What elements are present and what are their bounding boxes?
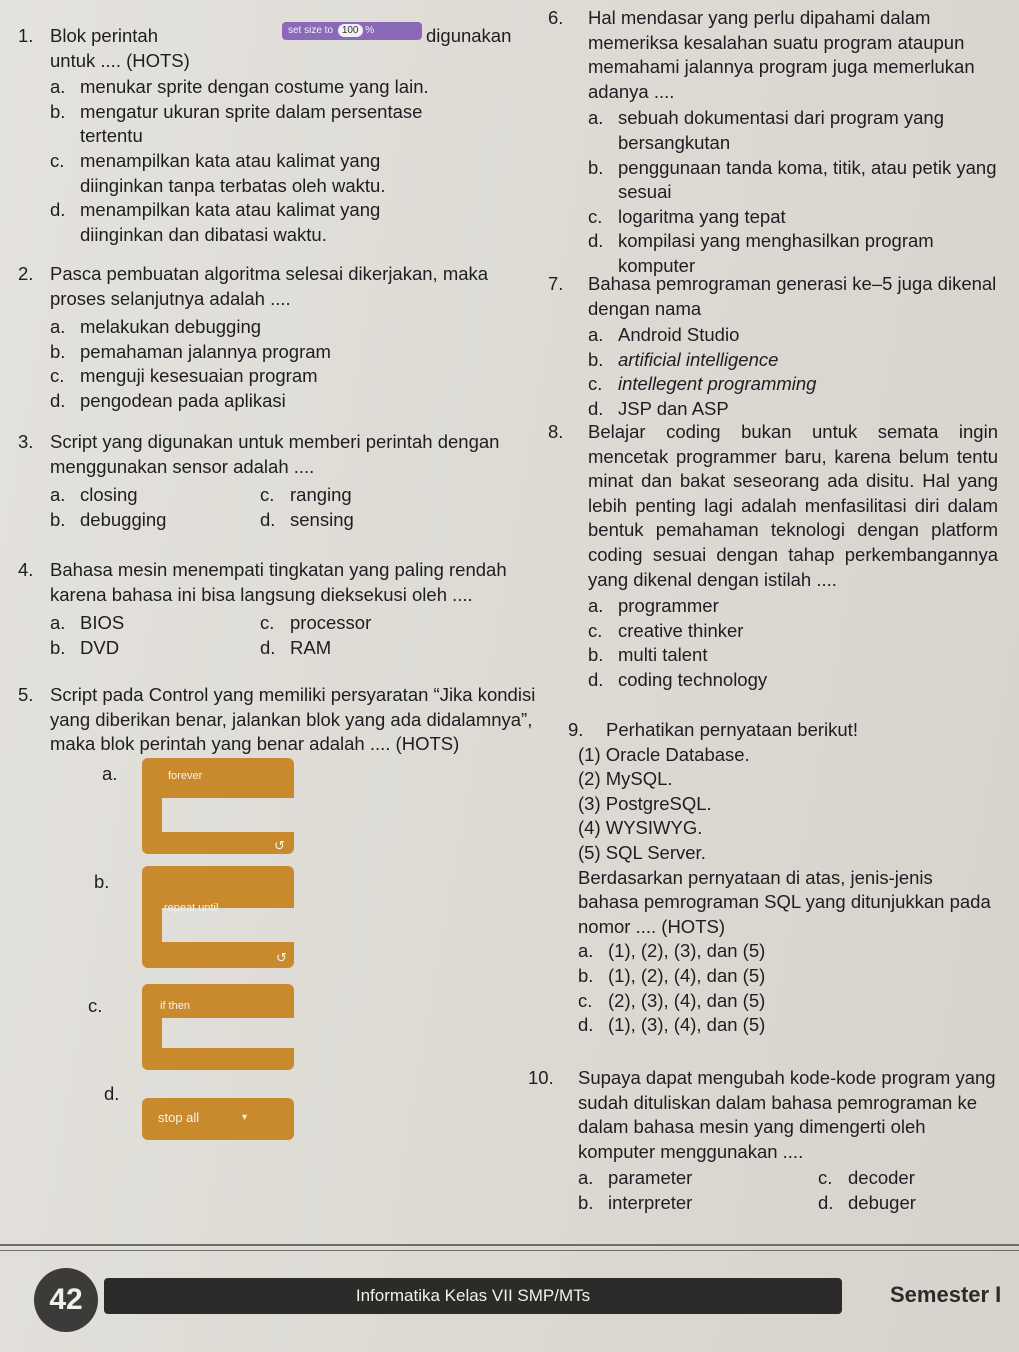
option-1c: c. menampilkan kata atau kalimat yang diinginkan tanpa terbatas oleh waktu. (50, 149, 386, 196)
option-5d-key: d. (104, 1083, 120, 1104)
page-number: 42 (34, 1268, 98, 1332)
if-then-block: if then (142, 984, 294, 1070)
repeat-until-block: repeat until ↺ (142, 866, 294, 968)
loop-arrow-icon: ↺ (274, 838, 285, 853)
option-2d: d. pengodean pada aplikasi (50, 389, 286, 411)
option-2c: c. menguji kesesuaian program (50, 365, 318, 387)
option-10d: d. debuger (818, 1191, 916, 1213)
size-value-field: 100 (338, 24, 363, 37)
question-6 (540, 6, 1006, 279)
list-item: (3) PostgreSQL. (578, 792, 712, 814)
option-10a: a. parameter (578, 1167, 693, 1189)
option-5b-key: b. (94, 871, 110, 892)
question-2 (18, 262, 538, 414)
option-10c: c. decoder (818, 1167, 915, 1189)
option-4a: a. BIOS (50, 612, 125, 634)
question-text: Bahasa pemrograman generasi ke–5 juga dikenal dengan nama (588, 273, 997, 319)
option-1d: d. menampilkan kata atau kalimat yang diinginkan dan dibatasi waktu. (50, 199, 381, 245)
question-text: Script pada Control yang memiliki persyaratan “Jika kondisi yang diberikan benar, jalankan blok yang ada didalamnya”, maka blok perintah yang benar adalah .... (HOTS) (50, 684, 536, 755)
list-item: (4) WYSIWYG. (578, 817, 703, 839)
option-2b: b. pemahaman jalannya program (50, 340, 331, 362)
set-size-block: set size to 100 % (282, 22, 422, 40)
question-number: 4. (18, 559, 34, 580)
option-6d: d. kompilasi yang menghasilkan program komputer (588, 230, 934, 276)
question-number: 3. (18, 431, 34, 452)
question-text: Perhatikan pernyataan berikut! (606, 719, 858, 740)
option-2a: a. melakukan debugging (50, 316, 262, 338)
question-number: 6. (548, 7, 564, 28)
question-text: digunakan (426, 25, 512, 46)
forever-block: forever ↺ (142, 758, 294, 854)
question-9 (540, 718, 1006, 1038)
book-title: Informatika Kelas VII SMP/MTs (355, 1286, 591, 1305)
stop-all-block: stop all ▾ (142, 1098, 294, 1140)
question-number: 7. (548, 273, 564, 294)
option-9d: d. (1), (3), (4), dan (5) (578, 1014, 766, 1036)
option-4d: d. RAM (260, 636, 332, 658)
option-9a: a. (1), (2), (3), dan (5) (578, 940, 766, 962)
option-9b: b. (1), (2), (4), dan (5) (578, 964, 766, 986)
option-3a: a. closing (50, 484, 138, 506)
question-number: 5. (18, 684, 34, 705)
question-7 (540, 272, 1006, 422)
footer-divider (0, 1250, 1019, 1251)
question-number: 10. (528, 1067, 554, 1088)
question-text: Supaya dapat mengubah kode-kode program yang sudah dituliskan dalam bahasa pemrograman ke dalam bahasa mesin yang dimengerti oleh komputer menggunakan .... (578, 1067, 996, 1162)
option-9c: c. (2), (3), (4), dan (5) (578, 989, 766, 1011)
option-4c: c. processor (260, 612, 372, 634)
question-number: 8. (548, 421, 564, 442)
list-item: (5) SQL Server. (578, 841, 706, 863)
question-text: Berdasarkan pernyataan di atas, jenis-jenis bahasa pemrograman SQL yang ditunjukkan pada nomor .... (HOTS) (578, 866, 991, 937)
question-text: Belajar coding bukan untuk semata ingin mencetak programmer baru, karena belum tentu minat dan bakat seseorang ada disitu. Hal yang lebih penting lagi adalah menfasilitasi diri dalam bentuk pemahaman teknologi dengan platform coding sesuai dengan tahap perkembangannya yang dikenal dengan istilah .... (588, 421, 998, 590)
question-text: Pasca pembuatan algoritma selesai dikerjakan, maka proses selanjutnya adalah .... (50, 263, 489, 309)
question-4 (18, 558, 538, 660)
option-7a: a. Android Studio (588, 324, 740, 346)
question-text: Bahasa mesin menempati tingkatan yang paling rendah karena bahasa ini bisa langsung dieksekusi oleh .... (50, 559, 507, 605)
question-text: Script yang digunakan untuk memberi perintah dengan menggunakan sensor adalah .... (50, 431, 500, 477)
loop-arrow-icon: ↺ (276, 950, 287, 965)
option-8a: a. programmer (588, 595, 719, 617)
option-10b: b. interpreter (578, 1191, 693, 1213)
question-text: Blok perintah (50, 25, 158, 46)
list-item: (1) Oracle Database. (578, 743, 750, 765)
option-6c: c. logaritma yang tepat (588, 205, 786, 227)
option-4b: b. DVD (50, 636, 120, 658)
list-item: (2) MySQL. (578, 768, 673, 790)
option-8d: d. coding technology (588, 668, 768, 690)
option-7b: b. artificial intelligence (588, 348, 779, 370)
question-10 (528, 1066, 1006, 1216)
question-number: 2. (18, 263, 34, 284)
semester-label: Semester I (890, 1282, 1002, 1307)
option-1b: b. mengatur ukuran sprite dalam persentase tertentu (50, 100, 423, 147)
option-7d: d. JSP dan ASP (588, 397, 729, 419)
question-number: 1. (18, 25, 34, 46)
option-5a-key: a. (102, 763, 118, 784)
question-number: 9. (568, 719, 584, 740)
footer-title-bar (104, 1278, 842, 1314)
option-6a: a. sebuah dokumentasi dari program yang bersangkutan (588, 107, 944, 153)
option-8b: b. multi talent (588, 644, 708, 666)
question-text: untuk .... (HOTS) (50, 49, 190, 71)
option-6b: b. penggunaan tanda koma, titik, atau petik yang sesuai (588, 156, 997, 203)
dropdown-arrow-icon: ▾ (242, 1112, 248, 1123)
question-3 (18, 430, 538, 532)
option-3c: c. ranging (260, 484, 352, 506)
question-text: Hal mendasar yang perlu dipahami dalam memeriksa kesalahan suatu program ataupun memahami jalannya program juga memerlukan adanya .... (588, 7, 975, 102)
option-3b: b. debugging (50, 508, 167, 530)
option-3d: d. sensing (260, 508, 354, 530)
question-1 (18, 24, 538, 247)
option-5c-key: c. (88, 995, 103, 1016)
question-5 (18, 683, 538, 757)
footer-divider (0, 1244, 1019, 1246)
option-7c: c. intellegent programming (588, 373, 817, 395)
question-8 (540, 420, 1006, 693)
option-1a: a. menukar sprite dengan costume yang lain. (50, 76, 429, 98)
option-8c: c. creative thinker (588, 619, 744, 641)
